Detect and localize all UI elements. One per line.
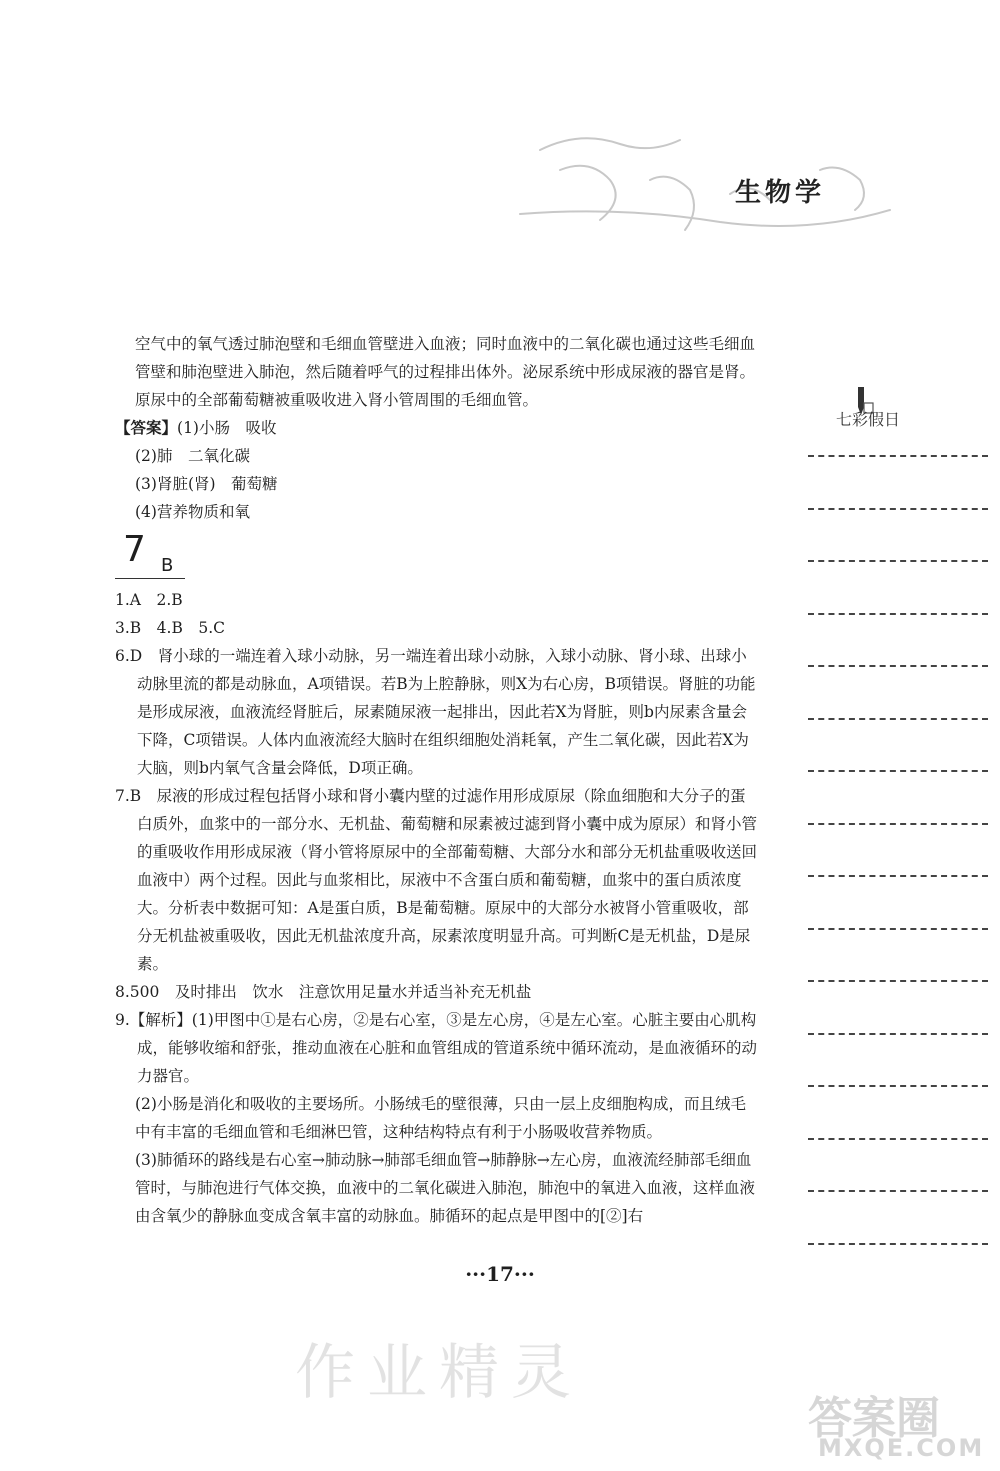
answer-content	[115, 330, 760, 1230]
question-item: 1.A 2.B	[115, 591, 183, 609]
note-line	[808, 1243, 988, 1245]
note-line	[808, 613, 988, 615]
question-item: 7.B 尿液的形成过程包括肾小球和肾小囊内壁的过滤作用形成原尿（除血细胞和大分子的蛋白质外，血浆中的一部分水、无机盐、葡萄糖和尿素被过滤到肾小囊中成为原尿）和肾小管的重吸收作用形成尿液（肾小管将原尿中的全部葡萄糖、大部分水和部分无机盐重吸收送回血液中）两个过程。因此与血浆相比，尿液中不含蛋白质和葡萄糖，血浆中的蛋白质浓度大。分析表中数据可知：A是蛋白质，B是葡萄糖。原尿中的大部分水被肾小管重吸收，部分无机盐被重吸收，因此无机盐浓度升高，尿素浓度明显升高。可判断C是无机盐，D是尿素。	[115, 787, 758, 973]
note-line	[808, 1033, 988, 1035]
answer-item: (2)肺 二氧化碳	[135, 447, 250, 465]
note-line	[808, 718, 988, 720]
sidebar-label: 七彩假日	[836, 410, 901, 429]
answer-item: (3)肾脏(肾) 葡萄糖	[135, 475, 278, 493]
note-line	[808, 560, 988, 562]
question-item: 6.D 肾小球的一端连着入球小动脉，另一端连着出球小动脉，入球小动脉、肾小球、出球小动脉里流的都是动脉血，A项错误。若B为上腔静脉，则X为右心房，B项错误。肾脏的功能是形成尿液，血液流经肾脏后，尿素随尿液一起排出，因此若X为肾脏，则b内尿素含量会下降，C项错误。人体内血液流经大脑时在组织细胞处消耗氧，产生二氧化碳，因此若X为大脑，则b内氧气含量会降低，D项正确。	[115, 647, 756, 777]
answer-item: (4)营养物质和氧	[135, 503, 250, 521]
section-sub: B	[161, 555, 174, 576]
note-line	[808, 770, 988, 772]
note-line	[808, 1138, 988, 1140]
note-line	[808, 1085, 988, 1087]
note-line	[808, 508, 988, 510]
note-line	[808, 823, 988, 825]
header-decoration	[500, 110, 900, 250]
section-underline	[115, 578, 185, 579]
watermark: 作业精灵	[295, 1338, 583, 1408]
page-number: ···17···	[465, 1262, 535, 1286]
answer-label: 【答案】	[115, 418, 178, 437]
watermark: MXQE.COM	[818, 1434, 985, 1462]
answer-item: (1)小肠 吸收	[177, 419, 277, 437]
note-line	[808, 980, 988, 982]
answer-line	[115, 414, 760, 442]
note-line	[808, 875, 988, 877]
question-item: (3)肺循环的路线是右心室→肺动脉→肺部毛细血管→肺静脉→左心房，血液流经肺部毛细血管时，与肺泡进行气体交换，血液中的二氧化碳进入肺泡，肺泡中的氧进入血液，这样血液由含氧少的静脉血变成含氧丰富的动脉血。肺循环的起点是甲图中的[②]右	[135, 1151, 756, 1225]
watermark: 答案圈	[808, 1393, 940, 1444]
subject-title: 生物学	[735, 178, 826, 208]
section-number: 7	[123, 529, 146, 570]
note-line	[808, 928, 988, 930]
question-item: 3.B 4.B 5.C	[115, 619, 226, 637]
question-item: 8.500 及时排出 饮水 注意饮用足量水并适当补充无机盐	[115, 983, 532, 1001]
note-line	[808, 455, 988, 457]
section-heading	[115, 529, 760, 582]
note-line	[808, 665, 988, 667]
question-item: (2)小肠是消化和吸收的主要场所。小肠绒毛的壁很薄，只由一层上皮细胞构成，而且绒毛中有丰富的毛细血管和毛细淋巴管，这种结构特点有利于小肠吸收营养物质。	[135, 1095, 746, 1141]
note-line	[808, 1190, 988, 1192]
paragraph: 空气中的氧气透过肺泡壁和毛细血管壁进入血液；同时血液中的二氧化碳也通过这些毛细血管壁和肺泡壁进入肺泡，然后随着呼气的过程排出体外。泌尿系统中形成尿液的器官是肾。原尿中的全部葡萄糖被重吸收进入肾小管周围的毛细血管。	[135, 335, 756, 409]
question-item: 9.【解析】(1)甲图中①是右心房，②是右心室，③是左心房，④是左心室。心脏主要由心肌构成，能够收缩和舒张，推动血液在心脏和血管组成的管道系统中循环流动，是血液循环的动力器官。	[115, 1011, 758, 1085]
